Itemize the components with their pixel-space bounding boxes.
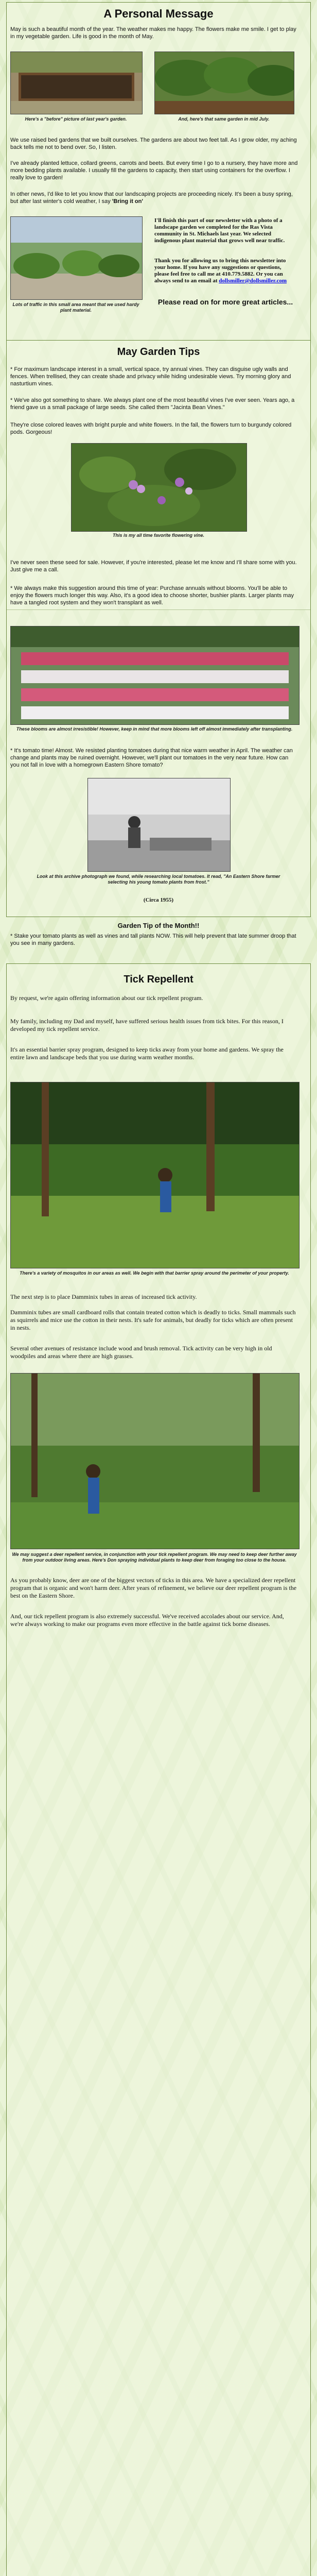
repellent-paragraph-4: The next step is to place Damminix tubes in areas of increased tick activity. — [10, 1293, 197, 1300]
tick-repellent-title: Tick Repellent — [124, 974, 193, 985]
caption-archive: Look at this archive photograph we found, while researching local tomatoes. It read, "An Eastern Shore farmer selecting his young tomato plants from frost." — [37, 874, 280, 885]
vine-photo — [71, 443, 247, 532]
intro-paragraph-4 — [10, 191, 298, 205]
caption-landscape: Lots of traffic in this small area meant that we used hardy plant material. — [12, 302, 139, 313]
repellent-paragraph-6: Several other avenues of resistance include wood and brush removal. Tick activity can be very high in old woodpiles and areas where there are high grasses. — [10, 1345, 272, 1360]
finish-note: I'll finish this part of our newsletter with a photo of a landscape garden we completed for the Ras Vista community in St. Michaels last year. We selected indigenous plant material that grows well near traffic. — [154, 217, 285, 244]
intro-paragraph-1: May is such a beautiful month of the year. The weather makes me happy. The flowers make me smile. I get to play in my vegetable garden. Life is good in the month of May. — [10, 26, 296, 40]
garden-tips-title: May Garden Tips — [117, 346, 200, 358]
bring-it-on: 'Bring it on' — [112, 198, 143, 205]
caption-before: Here's a "before" picture of last year's garden. — [25, 116, 127, 122]
repellent-paragraph-7: As you probably know, deer are one of the biggest vectors of ticks in this area. We have a specialized deer repellent program that is organic and won't harm deer. After years of refinement, we believe our deer repellent program is the best on the Eastern Shore. — [10, 1577, 297, 1599]
garden-before-photo — [10, 52, 143, 114]
garden-july-photo — [154, 52, 294, 114]
tip-4: I've never seen these seed for sale. However, if you're interested, please let me know and I'll share some with you. Just give me a call. — [10, 560, 297, 573]
caption-blooms: These blooms are almost irresistible! However, keep in mind that more blooms left off almost immediately after transplanting. — [16, 726, 293, 732]
repellent-paragraph-2: My family, including my Dad and myself, have suffered serious health issues from tick bites. For this reason, I developed my tick repellent service. — [10, 1018, 284, 1032]
repellent-paragraph-1: By request, we're again offering information about our tick repellent program. — [10, 994, 203, 1002]
landscape-garden-photo — [10, 216, 143, 300]
thanks-note — [154, 258, 296, 284]
email-link[interactable]: dollsmiller@dollsmiller.com — [219, 278, 287, 284]
repellent-paragraph-5: Damminix tubes are small cardboard rolls that contain treated cotton which is deadly to ticks. Small mammals such as squirrels and mice use the cotton in their nests. It's safe for animals, but deadly for ticks which are often present in nests. — [10, 1309, 296, 1331]
barrier-spray-photo — [10, 1082, 300, 1268]
archive-photo — [87, 778, 231, 872]
tip-1: * For maximum landscape interest in a small, vertical space, try annual vines. They can disguise ugly walls and fences. When trellised, they can create shade and privacy while hiding undesirable views. Try morning glory and nasturtium vines. — [10, 366, 291, 387]
caption-deer: We may suggest a deer repellent service, in conjunction with your tick repellent program. We may need to keep deer further away from your outdoor living areas. Here's Don spraying individual plants to keep deer from foraging too close to the house. — [12, 1552, 297, 1563]
thanks-text: Thank you for allowing us to bring this newsletter into your home. If you have any suggestions or questions, please feel free to call me at 410.779.5882. Or you can always send to an email at — [154, 258, 286, 284]
repellent-paragraph-8: And, our tick repellent program is also extremely successful. We've received accolades about our service. And, we're always working to make our programs even more effective in the battle against tick borne diseases. — [10, 1613, 284, 1628]
tip-month-text: * Stake your tomato plants as well as vines and tall plants NOW. This will help prevent that late summer droop that you see in many gardens. — [10, 933, 296, 946]
annuals-photo — [10, 626, 300, 725]
deer-spray-photo — [10, 1373, 300, 1549]
intro-paragraph-3: I've already planted lettuce, collard greens, carrots and beets. But every time I go to a nursery, they have more and more bedding plants available. I usually fill the gardens to capacity, then start using containers for the overflow. I really love to garden! — [10, 160, 298, 181]
page-title: A Personal Message — [103, 7, 214, 20]
read-on-note: Please read on for more great articles... — [157, 298, 293, 306]
circa-date: (Circa 1955) — [143, 897, 174, 903]
repellent-paragraph-3: It's an essential barrier spray program, designed to keep ticks away from your home and gardens. We spray the entire lawn and landscape beds that you use during warm weather months. — [10, 1046, 284, 1061]
tip-6: * It's tomato time! Almost. We resisted planting tomatoes during that nice warm weather in April. The weather can change and plants may be ruined overnight. However, we'll plant our tomatoes in the very near future. How can you not fall in love with a homegrown Eastern Shore tomato? — [10, 748, 293, 768]
intro-paragraph-4-text: In other news, I'd like to let you know that our landscaping projects are proceeding nicely. It's been a busy spring, but after last winter's cold weather, I say — [10, 191, 293, 205]
caption-spray: There's a variety of mosquitos in our areas as well. We begin with that barrier spray around the perimeter of your property. — [20, 1270, 289, 1276]
intro-paragraph-2: We use raised bed gardens that we built ourselves. The gardens are about two feet tall. As I grow older, my aching back tells me not to bend over. So, I listen. — [10, 137, 297, 150]
tip-month-title: Garden Tip of the Month!! — [117, 922, 200, 929]
caption-july: And, here's that same garden in mid July. — [178, 116, 270, 122]
tip-2: * We've also got something to share. We always plant one of the most beautiful vines I've ever seen. Years ago, a friend gave us a small package of large seeds. She called them "Jacinta Bean Vines." — [10, 397, 295, 411]
tip-5: * We always make this suggestion around this time of year: Purchase annuals without blooms. You'll be able to enjoy the flowers much longer this way. Also, it's a good idea to choose shorter, bushier plants. Larger plants may have a tangled root system and they won't transplant as well. — [10, 585, 294, 606]
tip-3: They're close colored leaves with bright purple and white flowers. In the fall, the flowers turn to burgundy colored pods. Gorgeous! — [10, 422, 292, 435]
caption-vine: This is my all time favorite flowering vine. — [112, 533, 205, 538]
